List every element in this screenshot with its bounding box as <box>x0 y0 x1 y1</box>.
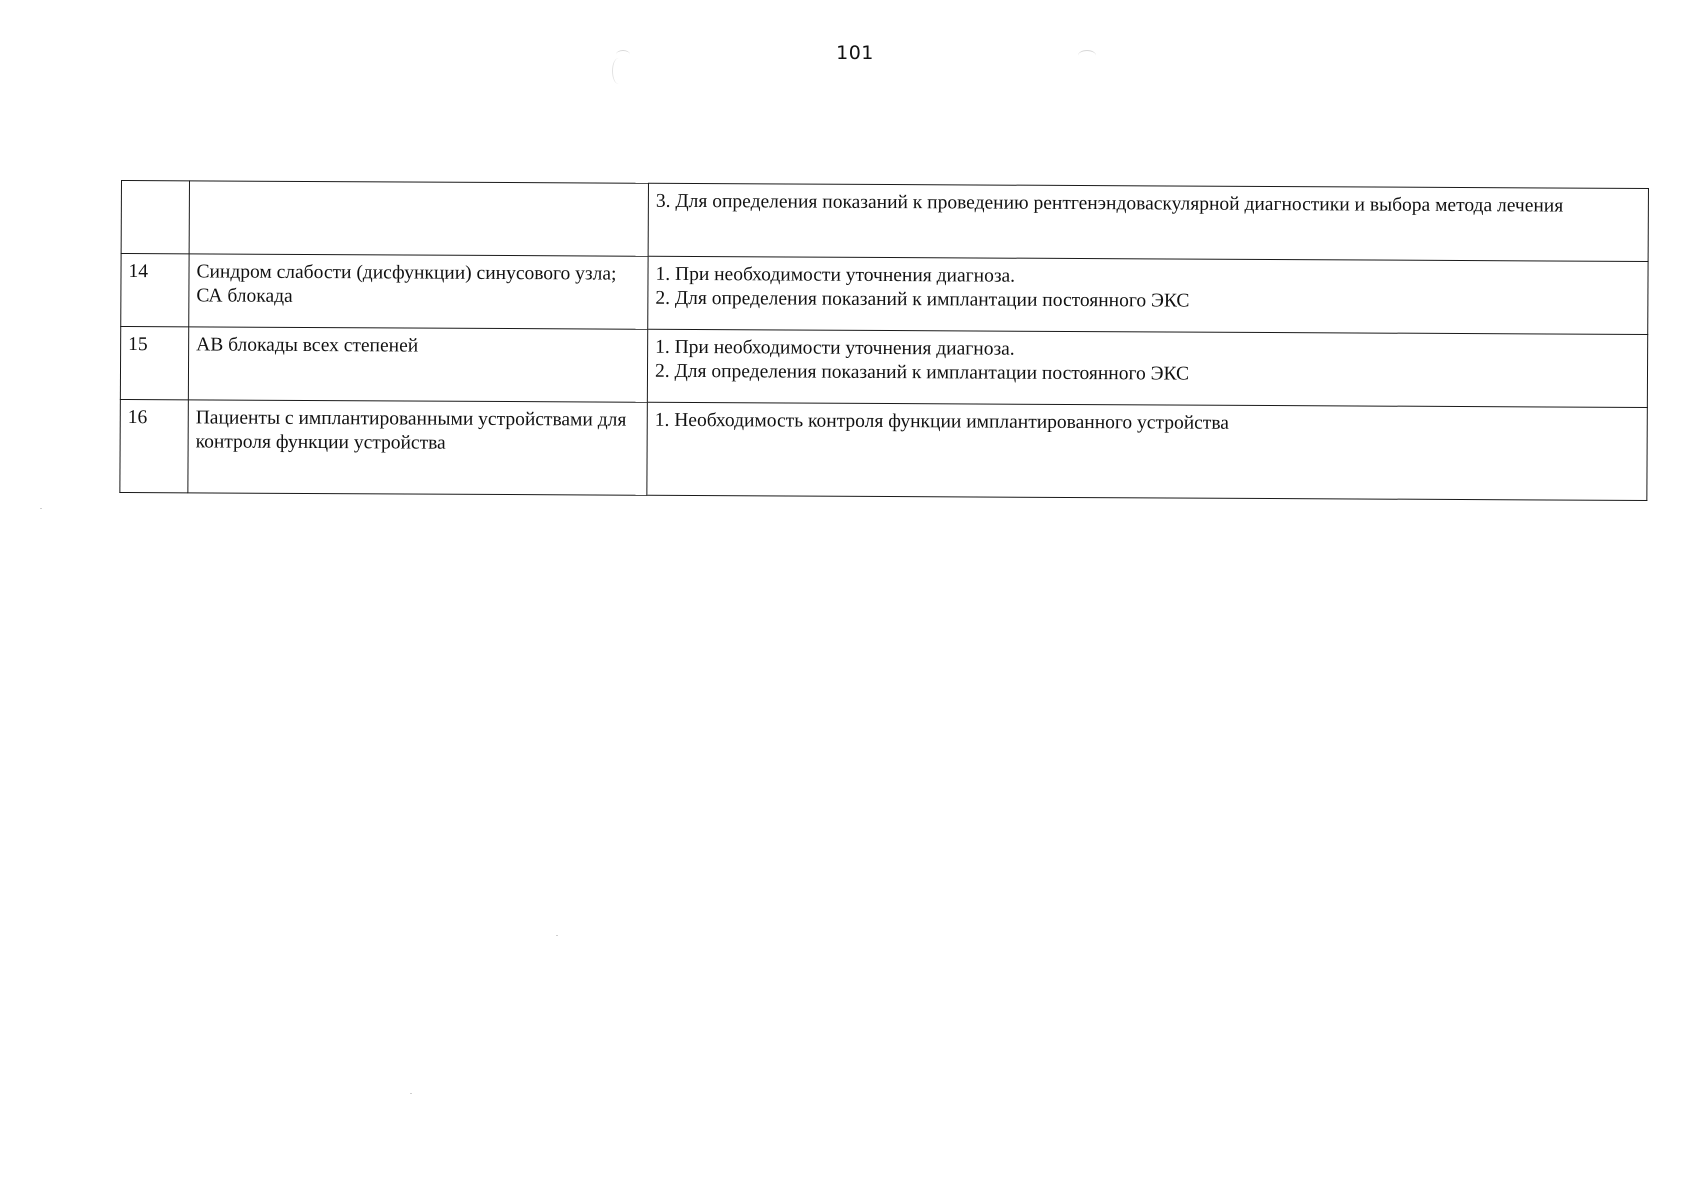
indications-cell <box>648 256 1648 334</box>
indication-line: 1. При необходимости уточнения диагноза. <box>655 263 1016 287</box>
table-row <box>120 327 1647 408</box>
indication-line: 2. Для определения показаний к имплантации постоянного ЭКС <box>655 287 1190 312</box>
scan-artifact <box>612 58 625 84</box>
row-number-cell: 16 <box>120 399 188 492</box>
indication-line: 3. Для определения показаний к проведению рентгенэндоваскулярной диагностики и выбора метода лечения <box>655 190 1564 217</box>
scan-artifact <box>1078 50 1096 61</box>
table-row <box>121 181 1648 262</box>
indications-cell <box>647 402 1647 500</box>
scan-artifact <box>410 1093 412 1094</box>
table-row <box>121 254 1648 335</box>
indications-table <box>119 180 1649 501</box>
table-row <box>120 399 1647 500</box>
scan-artifact <box>40 508 42 509</box>
indications-cell <box>647 329 1647 407</box>
row-number-cell: 15 <box>120 327 188 400</box>
indications-cell <box>648 183 1648 261</box>
page-number: 101 <box>836 42 874 64</box>
diagnosis-cell <box>189 181 648 256</box>
indication-line: 2. Для определения показаний к имплантации постоянного ЭКС <box>654 360 1190 385</box>
diagnosis-cell: АВ блокады всех степеней <box>188 327 647 402</box>
indication-line: 1. При необходимости уточнения диагноза. <box>655 336 1015 360</box>
diagnosis-cell: Пациенты с имплантированными устройствами для контроля функции устройства <box>188 400 647 495</box>
scan-artifact <box>556 935 558 936</box>
row-number-cell <box>121 181 189 254</box>
diagnosis-cell: Синдром слабости (дисфункции) синусового узла; СА блокада <box>189 254 648 329</box>
indication-line: 1. Необходимость контроля функции имплантированного устройства <box>654 409 1230 434</box>
row-number-cell: 14 <box>121 254 189 327</box>
